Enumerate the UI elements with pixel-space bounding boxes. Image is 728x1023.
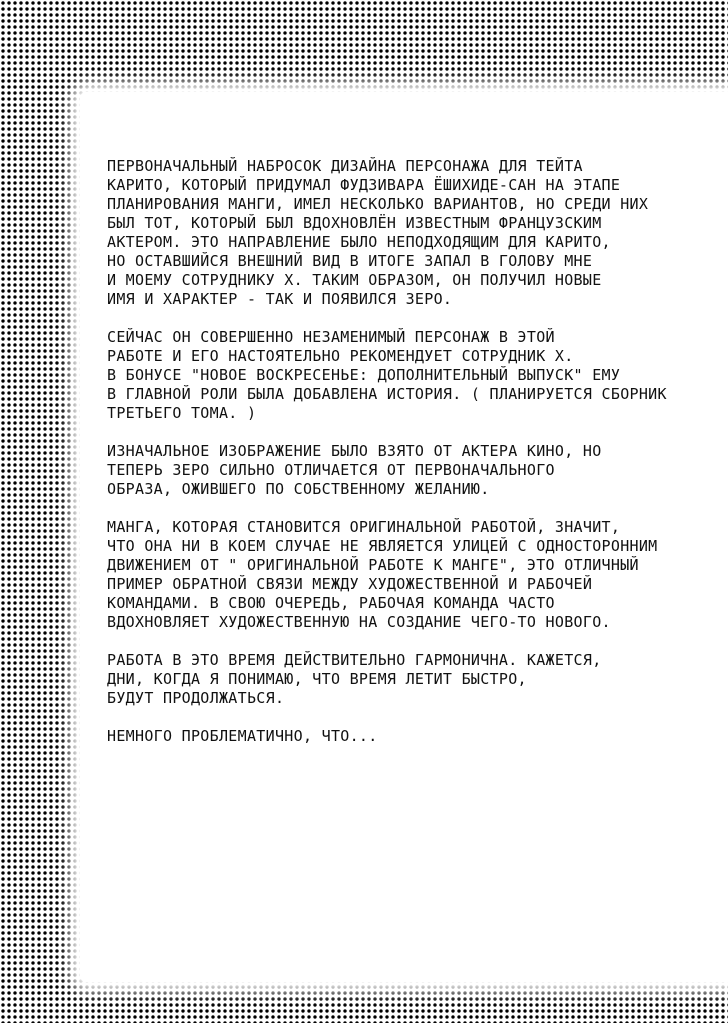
text-line: НЕМНОГО ПРОБЛЕМАТИЧНО, ЧТО... bbox=[107, 727, 378, 745]
text-line: В БОНУСЕ "НОВОЕ ВОСКРЕСЕНЬЕ: ДОПОЛНИТЕЛЬНЫЙ ВЫПУСК" ЕМУ bbox=[107, 366, 621, 384]
text-line: ПРИМЕР ОБРАТНОЙ СВЯЗИ МЕЖДУ ХУДОЖЕСТВЕННОЙ И РАБОЧЕЙ bbox=[107, 575, 593, 593]
text-line: КОМАНДАМИ. В СВОЮ ОЧЕРЕДЬ, РАБОЧАЯ КОМАНДА ЧАСТО bbox=[107, 594, 555, 612]
text-line: И МОЕМУ СОТРУДНИКУ Х. ТАКИМ ОБРАЗОМ, ОН ПОЛУЧИЛ НОВЫЕ bbox=[107, 271, 602, 289]
text-line: В ГЛАВНОЙ РОЛИ БЫЛА ДОБАВЛЕНА ИСТОРИЯ. ( ПЛАНИРУЕТСЯ СБОРНИК bbox=[107, 385, 667, 403]
paragraph bbox=[107, 727, 707, 746]
text-line: БЫЛ ТОТ, КОТОРЫЙ БЫЛ ВДОХНОВЛЁН ИЗВЕСТНЫМ ФРАНЦУЗСКИМ bbox=[107, 214, 602, 232]
paragraph bbox=[107, 651, 707, 708]
text-line: ВДОХНОВЛЯЕТ ХУДОЖЕСТВЕННУЮ НА СОЗДАНИЕ ЧЕГО-ТО НОВОГО. bbox=[107, 613, 611, 631]
paragraph bbox=[107, 328, 707, 423]
text-line: НО ОСТАВШИЙСЯ ВНЕШНИЙ ВИД В ИТОГЕ ЗАПАЛ В ГОЛОВУ МНЕ bbox=[107, 252, 593, 270]
translator-note-text bbox=[107, 157, 707, 765]
text-line: РАБОТА В ЭТО ВРЕМЯ ДЕЙСТВИТЕЛЬНО ГАРМОНИЧНА. КАЖЕТСЯ, bbox=[107, 651, 602, 669]
text-line: ДНИ, КОГДА Я ПОНИМАЮ, ЧТО ВРЕМЯ ЛЕТИТ БЫСТРО, bbox=[107, 670, 527, 688]
text-line: КАРИТО, КОТОРЫЙ ПРИДУМАЛ ФУДЗИВАРА ЁШИХИДЕ-САН НА ЭТАПЕ bbox=[107, 176, 621, 194]
paragraph bbox=[107, 442, 707, 499]
text-line: ТЕПЕРЬ ЗЕРО СИЛЬНО ОТЛИЧАЕТСЯ ОТ ПЕРВОНАЧАЛЬНОГО bbox=[107, 461, 555, 479]
text-line: ОБРАЗА, ОЖИВШЕГО ПО СОБСТВЕННОМУ ЖЕЛАНИЮ. bbox=[107, 480, 490, 498]
text-line: ИЗНАЧАЛЬНОЕ ИЗОБРАЖЕНИЕ БЫЛО ВЗЯТО ОТ АКТЕРА КИНО, НО bbox=[107, 442, 602, 460]
text-line: МАНГА, КОТОРАЯ СТАНОВИТСЯ ОРИГИНАЛЬНОЙ РАБОТОЙ, ЗНАЧИТ, bbox=[107, 518, 621, 536]
text-line: РАБОТЕ И ЕГО НАСТОЯТЕЛЬНО РЕКОМЕНДУЕТ СОТРУДНИК Х. bbox=[107, 347, 574, 365]
text-line: БУДУТ ПРОДОЛЖАТЬСЯ. bbox=[107, 689, 285, 707]
paragraph bbox=[107, 518, 707, 632]
paragraph bbox=[107, 157, 707, 309]
text-line: ИМЯ И ХАРАКТЕР - ТАК И ПОЯВИЛСЯ ЗЕРО. bbox=[107, 290, 453, 308]
text-line: ПЕРВОНАЧАЛЬНЫЙ НАБРОСОК ДИЗАЙНА ПЕРСОНАЖА ДЛЯ ТЕЙТА bbox=[107, 157, 583, 175]
text-line: ЧТО ОНА НИ В КОЕМ СЛУЧАЕ НЕ ЯВЛЯЕТСЯ УЛИЦЕЙ С ОДНОСТОРОННИМ bbox=[107, 537, 658, 555]
text-line: ТРЕТЬЕГО ТОМА. ) bbox=[107, 404, 257, 422]
text-line: СЕЙЧАС ОН СОВЕРШЕННО НЕЗАМЕНИМЫЙ ПЕРСОНАЖ В ЭТОЙ bbox=[107, 328, 555, 346]
text-line: АКТЕРОМ. ЭТО НАПРАВЛЕНИЕ БЫЛО НЕПОДХОДЯЩИМ ДЛЯ КАРИТО, bbox=[107, 233, 611, 251]
text-line: ПЛАНИРОВАНИЯ МАНГИ, ИМЕЛ НЕСКОЛЬКО ВАРИАНТОВ, НО СРЕДИ НИХ bbox=[107, 195, 649, 213]
text-line: ДВИЖЕНИЕМ ОТ " ОРИГИНАЛЬНОЙ РАБОТЕ К МАНГЕ", ЭТО ОТЛИЧНЫЙ bbox=[107, 556, 639, 574]
